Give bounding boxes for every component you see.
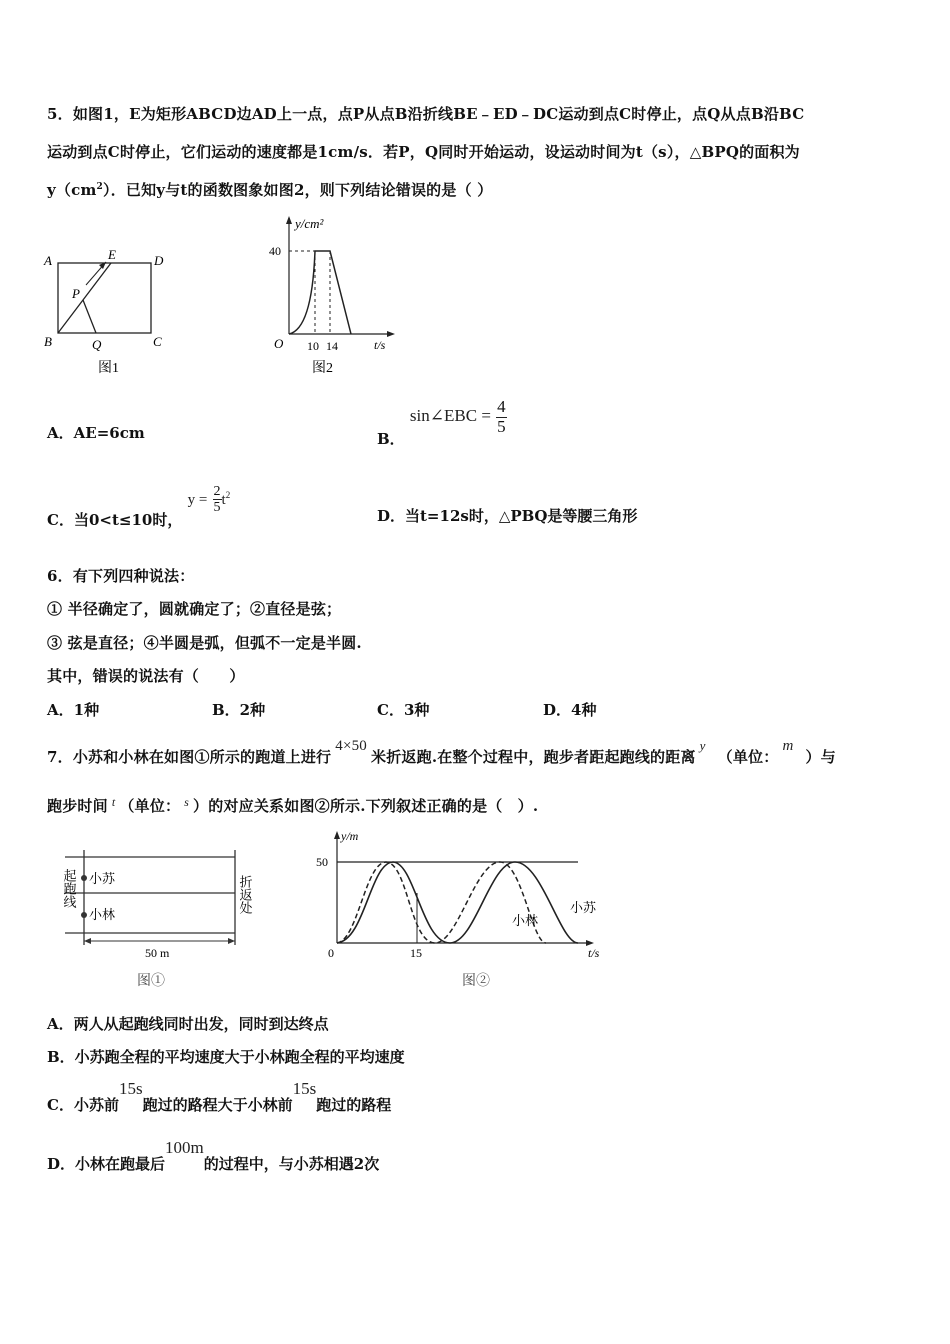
fig1-caption: 图1 — [98, 361, 119, 376]
origin-label: 0 — [328, 946, 334, 960]
q7-line-2a: 跑步时间 — [47, 797, 108, 815]
label-b: B — [44, 334, 52, 349]
q5-line-3a: y（cm — [47, 181, 97, 199]
curve-su — [337, 862, 578, 943]
fig1-caption: 图① — [137, 974, 165, 989]
q5-option-b-fraction — [496, 398, 507, 436]
q7-line-2c: ）的对应关系如图②所示.下列叙述正确的是（ ）. — [193, 797, 539, 815]
start-line-label: 起跑线 — [61, 869, 77, 908]
q7-line-2b: （单位： — [119, 797, 181, 815]
segment-be — [58, 263, 111, 333]
q5-option-c — [47, 484, 231, 529]
q6-option-b: B．2种 — [212, 701, 266, 719]
runner-su-dot — [81, 875, 87, 881]
q6-line-1: 6．有下列四种说法： — [47, 567, 195, 585]
label-d: D — [154, 253, 164, 268]
q7-option-b: B．小苏跑全程的平均速度大于小林跑全程的平均速度 — [47, 1048, 405, 1066]
y-tick-40: 40 — [269, 244, 281, 258]
q5-line-3 — [47, 179, 492, 200]
q7-option-c-a: C．小苏前 — [47, 1096, 119, 1114]
x-axis-arrow — [387, 331, 395, 337]
segment-pq — [83, 300, 96, 333]
curve-su-label: 小苏 — [570, 900, 597, 915]
q7-line-1b: 米折返跑.在整个过程中，跑步者距起跑线的距离 — [371, 748, 696, 766]
fraction-denominator: 5 — [497, 416, 506, 436]
fraction-numerator: 2 — [213, 484, 221, 499]
x-tick-10: 10 — [307, 339, 319, 353]
q7-option-d-b: 的过程中，与小苏相遇2次 — [203, 1155, 380, 1173]
q7-option-c — [47, 1078, 392, 1114]
label-q: Q — [92, 337, 102, 352]
q7-line-2 — [47, 795, 538, 816]
q7-math-4x50: 4×50 — [335, 738, 368, 754]
q6-option-a: A．1种 — [47, 701, 100, 719]
q5-option-b-prefix: B． — [377, 430, 405, 449]
curve-lin-label: 小林 — [512, 913, 539, 928]
q7-option-c-b: 跑过的路程大于小林前 — [142, 1096, 293, 1114]
q5-option-a: A．AE=6cm — [47, 424, 145, 442]
label-e: E — [108, 247, 116, 262]
q7-figure-1 — [55, 845, 285, 995]
q5-line-3b: ）．已知y与t的函数图象如图2，则下列结论错误的是（ ） — [103, 181, 493, 199]
curve — [289, 251, 351, 334]
q6-line-4: 其中，错误的说法有（ ） — [47, 667, 245, 685]
label-a: A — [44, 253, 52, 268]
q5-option-c-fraction — [213, 484, 222, 516]
x-axis-label: t/s — [588, 946, 600, 960]
q6-option-d: D．4种 — [543, 701, 597, 719]
q7-option-a: A．两人从起跑线同时出发，同时到达终点 — [47, 1015, 329, 1033]
q7-option-c-15s-1: 15s — [118, 1079, 143, 1098]
q7-option-d — [47, 1137, 380, 1173]
fraction-denominator: 5 — [213, 500, 221, 516]
runner-lin-label: 小林 — [89, 907, 116, 922]
q5-line-2: 运动到点C时停止，它们运动的速度都是1cm/s．若P，Q同时开始运动，设运动时间为t（s），△BPQ的面积为 — [47, 143, 800, 161]
q7-math-m: m — [782, 738, 794, 754]
q7-math-t: t — [111, 795, 116, 809]
q5-line-1: 5．如图1，E为矩形ABCD边AD上一点，点P从点B沿折线BE﹣ED﹣DC运动到点C时停止，点Q从点B沿BC — [47, 105, 805, 123]
y-axis-arrow — [334, 831, 340, 839]
q5-option-b-math: sin∠EBC = — [409, 406, 491, 426]
runner-lin-dot — [81, 912, 87, 918]
q7-math-s: s — [184, 795, 190, 809]
q7-line-1d: ）与 — [805, 748, 836, 766]
q7-option-c-15s-2: 15s — [292, 1079, 317, 1098]
label-c: C — [153, 334, 162, 349]
q7-option-d-100m: 100m — [165, 1138, 204, 1157]
y-axis-label: y/cm² — [295, 216, 324, 231]
q6-line-3: ③ 弦是直径；④半圆是弧，但弧不一定是半圆. — [47, 634, 362, 652]
x-tick-14: 14 — [326, 339, 338, 353]
curve-lin — [337, 862, 546, 943]
runner-su-label: 小苏 — [89, 871, 116, 886]
y-axis-arrow — [286, 216, 292, 224]
origin-label: O — [274, 336, 284, 351]
q7-option-c-c: 跑过的路程 — [316, 1096, 392, 1114]
x-tick-15: 15 — [410, 946, 422, 960]
q6-option-c: C．3种 — [377, 701, 430, 719]
q5-figure-1 — [40, 245, 180, 380]
q7-line-1a: 7．小苏和小林在如图①所示的跑道上进行 — [47, 748, 332, 766]
dimension-label: 50 m — [145, 946, 170, 960]
dimension-arrow-left — [84, 938, 91, 944]
fig2-caption: 图2 — [312, 361, 333, 376]
q6-line-2: ① 半径确定了，圆就确定了；②直径是弦； — [47, 600, 342, 618]
x-axis-label: t/s — [374, 338, 386, 352]
label-p: P — [72, 286, 80, 301]
q7-line-1 — [47, 734, 836, 764]
q7-math-y: y — [699, 738, 706, 753]
q5-figure-2 — [262, 214, 402, 379]
q5-option-c-prefix: C．当0<t≤10时， — [47, 510, 183, 529]
q5-line-3-sup: 2 — [96, 182, 103, 192]
y-axis-label: y/m — [341, 829, 359, 843]
q7-option-d-a: D．小林在跑最后 — [47, 1155, 166, 1173]
fig2-caption: 图② — [462, 974, 490, 989]
q5-option-b — [377, 397, 507, 449]
fraction-numerator: 4 — [497, 397, 506, 416]
y-tick-50: 50 — [316, 855, 328, 869]
dimension-arrow-right — [228, 938, 235, 944]
q7-figure-2 — [310, 828, 610, 998]
q5-option-c-t: t — [221, 491, 226, 508]
q5-option-d: D．当t=12s时，△PBQ是等腰三角形 — [377, 507, 638, 525]
turn-label: 折返处 — [237, 875, 253, 914]
q5-option-c-math: y = — [187, 491, 208, 508]
q7-line-1c: （单位： — [717, 748, 779, 766]
q5-option-c-exp: 2 — [225, 489, 231, 500]
